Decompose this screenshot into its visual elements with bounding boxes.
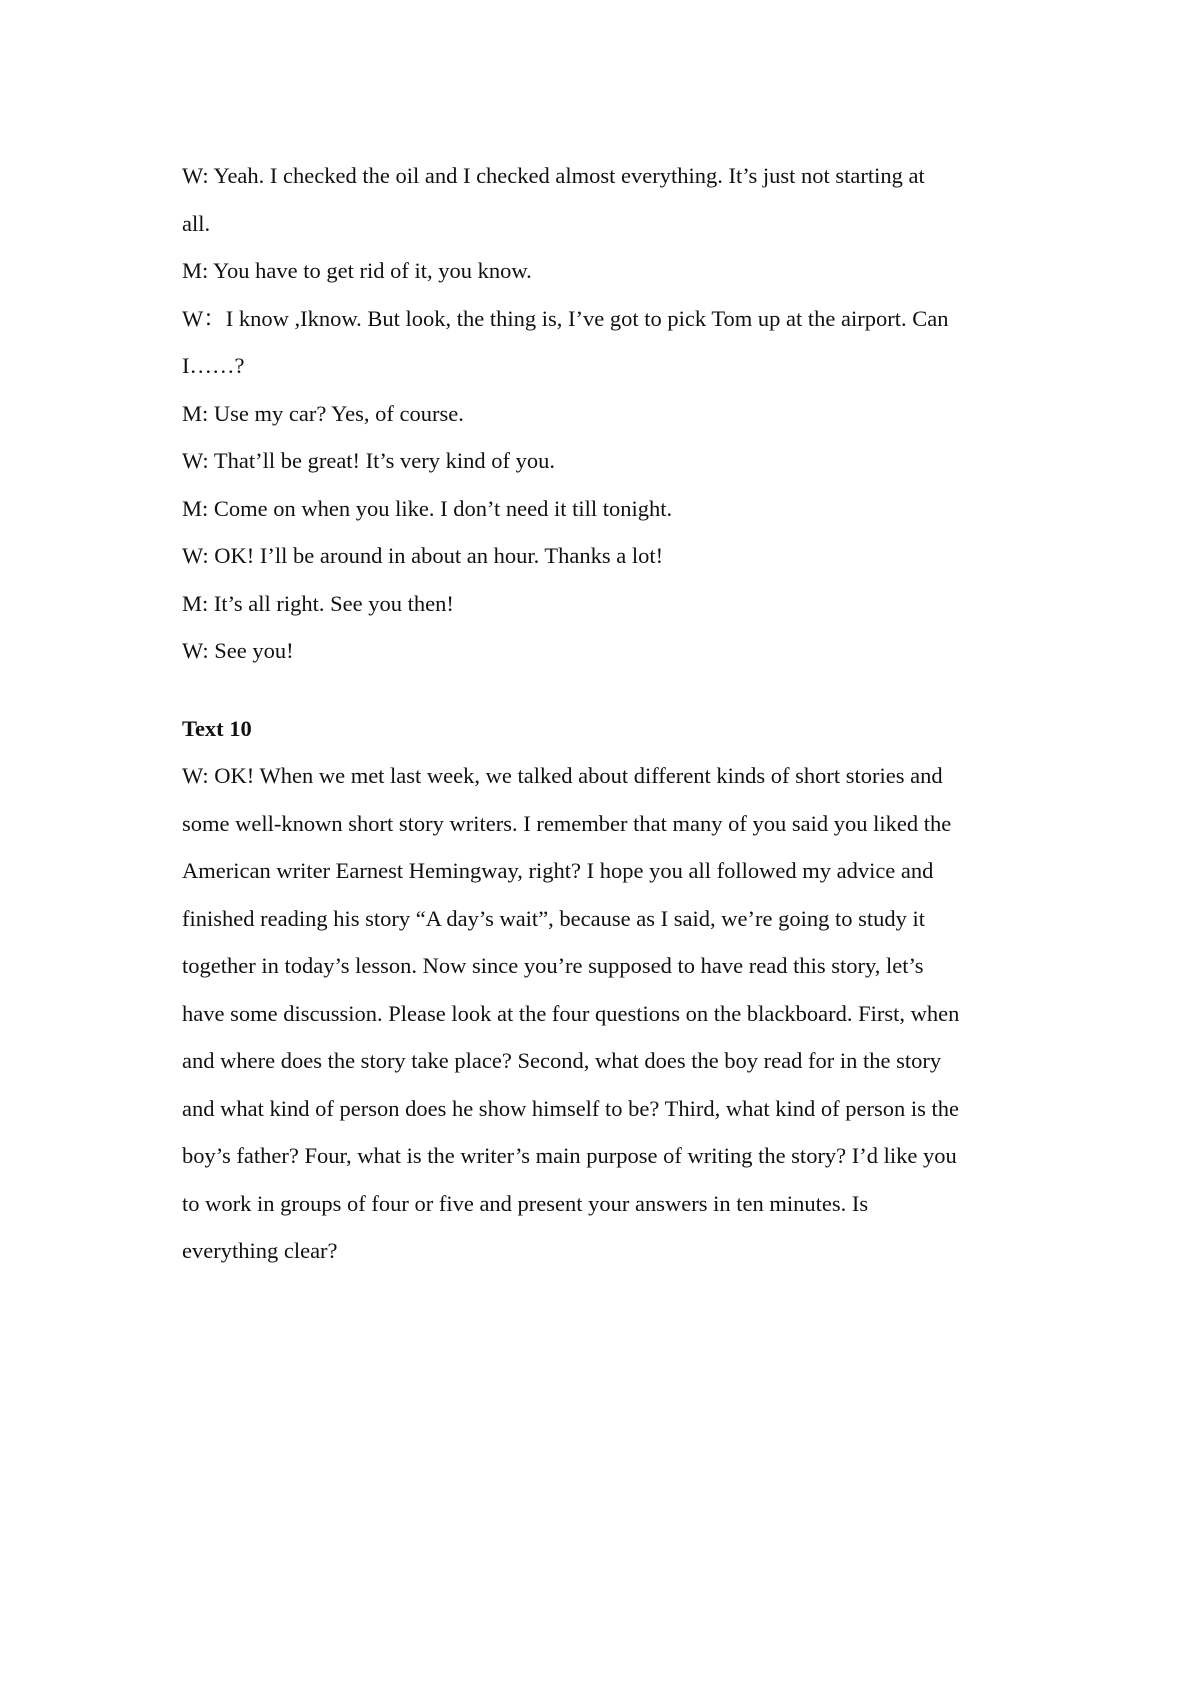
passage-line: and where does the story take place? Second, what does the boy read for in the story <box>182 1048 942 1073</box>
passage-line: W: OK! When we met last week, we talked about different kinds of short stories and <box>182 763 943 788</box>
passage-line: boy’s father? Four, what is the writer’s main purpose of writing the story? I’d like you <box>182 1143 957 1168</box>
passage-line: have some discussion. Please look at the four questions on the blackboard. First, when <box>182 1000 960 1026</box>
dialogue-line: M: Use my car? Yes, of course. <box>182 400 464 426</box>
passage-line: together in today’s lesson. Now since you’re supposed to have read this story, let’s <box>182 953 924 978</box>
dialogue-line: M: It’s all right. See you then! <box>182 590 454 616</box>
dialogue-line: W: Yeah. I checked the oil and I checked almost everything. It’s just not starting at <box>182 163 925 188</box>
dialogue-line: W: OK! I’ll be around in about an hour. Thanks a lot! <box>182 543 664 568</box>
section-spacer <box>182 675 1032 705</box>
document-page <box>182 152 1032 1275</box>
dialogue-line: W: See you! <box>182 638 294 663</box>
dialogue-line: M: You have to get rid of it, you know. <box>182 258 532 283</box>
dialogue-line: W: That’ll be great! It’s very kind of you. <box>182 448 556 473</box>
dialogue-line: W：I know ,Iknow. But look, the thing is, I’ve got to pick Tom up at the airport. Can <box>182 305 949 331</box>
dialogue-line: M: Come on when you like. I don’t need it till tonight. <box>182 495 673 521</box>
section-heading: Text 10 <box>182 715 252 741</box>
dialogue-line: all. <box>182 210 211 236</box>
passage-line: and what kind of person does he show himself to be? Third, what kind of person is the <box>182 1095 959 1121</box>
dialogue-line: I……? <box>182 353 245 378</box>
passage-line: to work in groups of four or five and present your answers in ten minutes. Is <box>182 1190 869 1216</box>
passage-line: some well-known short story writers. I remember that many of you said you liked the <box>182 810 952 836</box>
passage-line: American writer Earnest Hemingway, right? I hope you all followed my advice and <box>182 858 934 883</box>
passage-line: finished reading his story “A day’s wait”, because as I said, we’re going to study it <box>182 905 925 931</box>
passage-line: everything clear? <box>182 1238 338 1263</box>
